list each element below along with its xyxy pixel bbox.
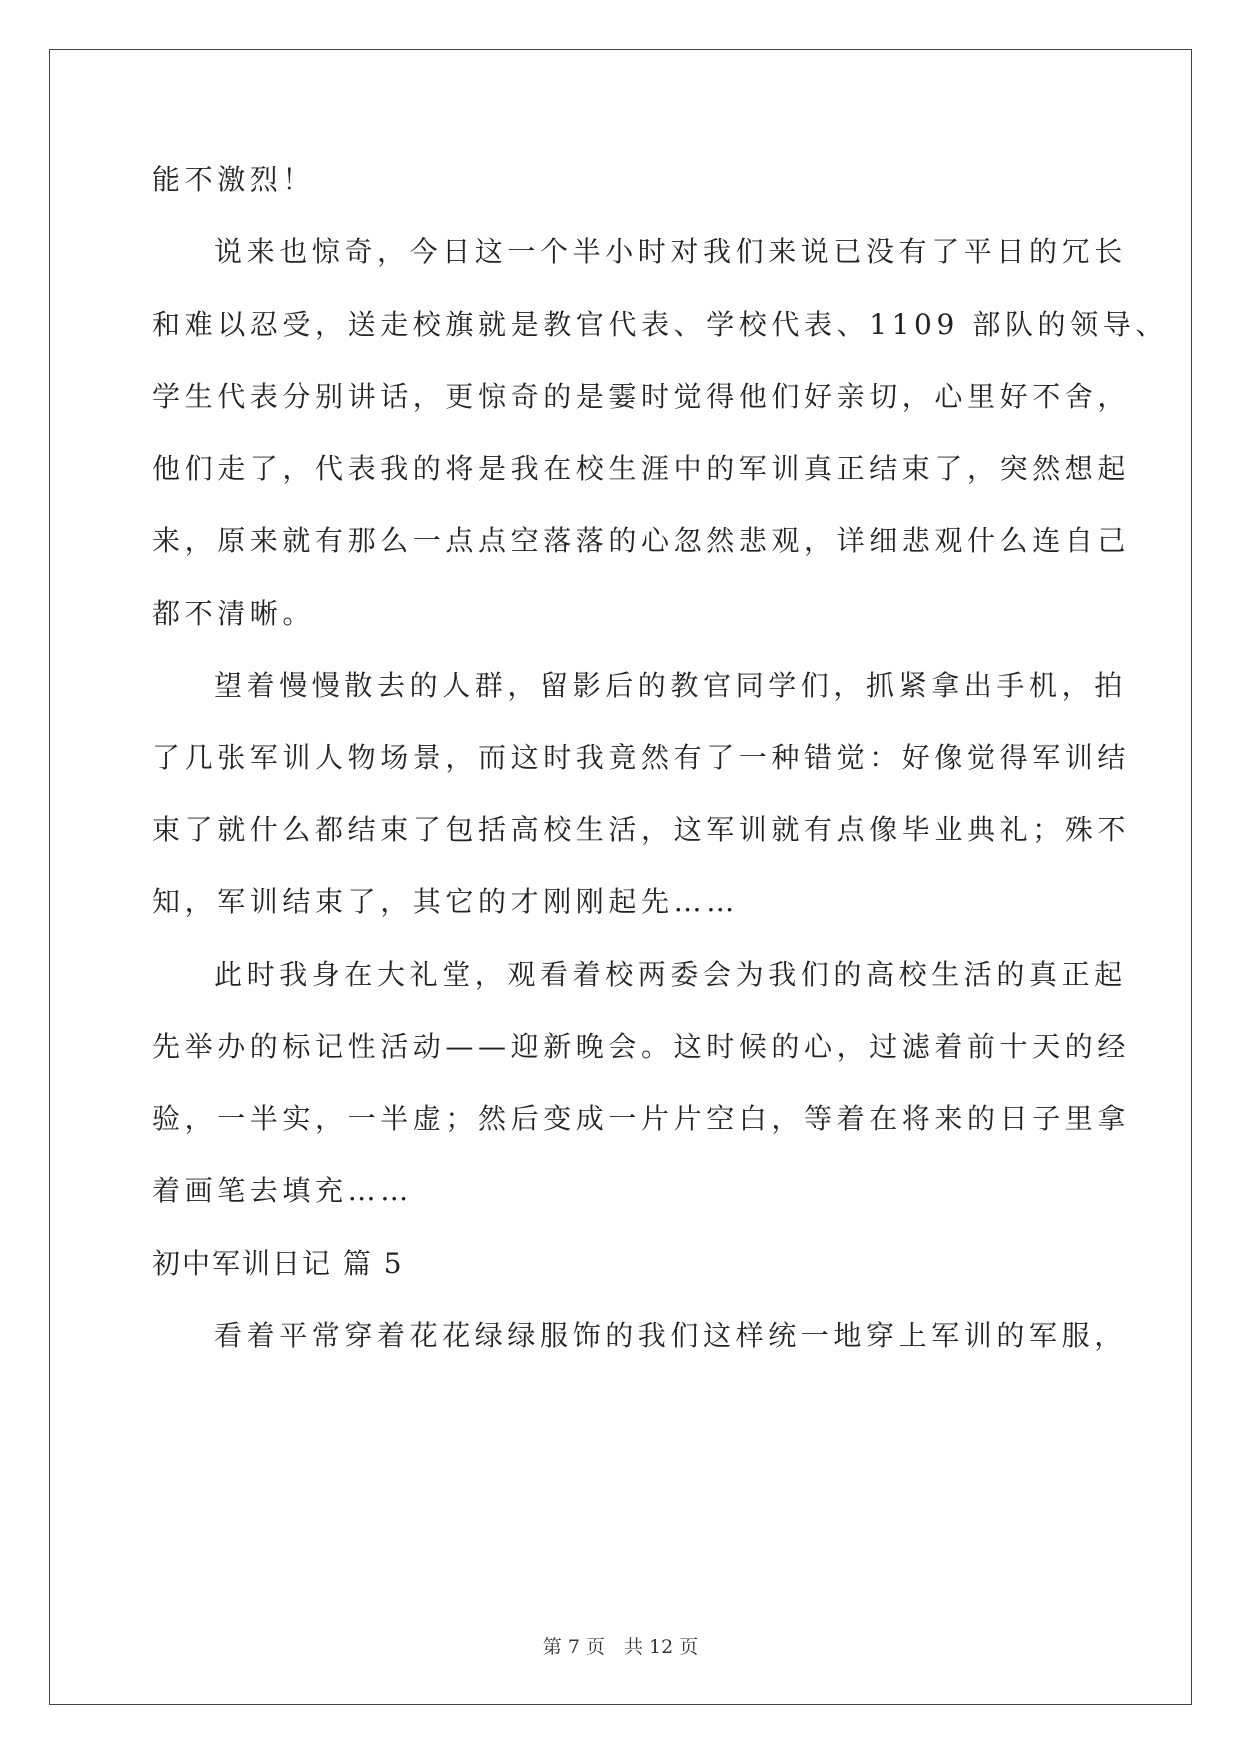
- text-line: 都不清晰。: [152, 597, 316, 630]
- text-line: 先举办的标记性活动——迎新晚会。这时候的心，过滤着前十天的经: [152, 1030, 1131, 1063]
- page-footer: 第 7 页 共 12 页: [542, 1636, 699, 1658]
- text-line: 验，一半实，一半虚；然后变成一片片空白，等着在将来的日子里拿: [152, 1102, 1131, 1135]
- text-line: 着画笔去填充……: [152, 1174, 413, 1207]
- text-line: 学生代表分别讲话，更惊奇的是霎时觉得他们好亲切，心里好不舍，: [152, 380, 1131, 413]
- text-line: 望着慢慢散去的人群，留影后的教官同学们，抓紧拿出手机，拍: [214, 669, 1127, 702]
- text-line: 知，军训结束了，其它的才刚刚起先……: [152, 885, 739, 918]
- text-line: 了几张军训人物场景，而这时我竟然有了一种错觉：好像觉得军训结: [152, 741, 1131, 774]
- page-border: [49, 49, 1192, 1705]
- text-line: 能不激烈！: [152, 163, 316, 196]
- text-line: 和难以忍受，送走校旗就是教官代表、学校代表、1109 部队的领导、: [152, 308, 1168, 341]
- text-line: 看着平常穿着花花绿绿服饰的我们这样统一地穿上军训的军服，: [214, 1319, 1127, 1352]
- text-line: 束了就什么都结束了包括高校生活，这军训就有点像毕业典礼；殊不: [152, 813, 1131, 846]
- text-line: 他们走了，代表我的将是我在校生涯中的军训真正结束了，突然想起: [152, 452, 1131, 485]
- section-heading: 初中军训日记 篇 5: [152, 1247, 404, 1280]
- text-line: 此时我身在大礼堂，观看着校两委会为我们的高校生活的真正起: [214, 958, 1127, 991]
- text-line: 说来也惊奇，今日这一个半小时对我们来说已没有了平日的冗长: [214, 235, 1127, 268]
- text-line: 来，原来就有那么一点点空落落的心忽然悲观，详细悲观什么连自己: [152, 524, 1131, 557]
